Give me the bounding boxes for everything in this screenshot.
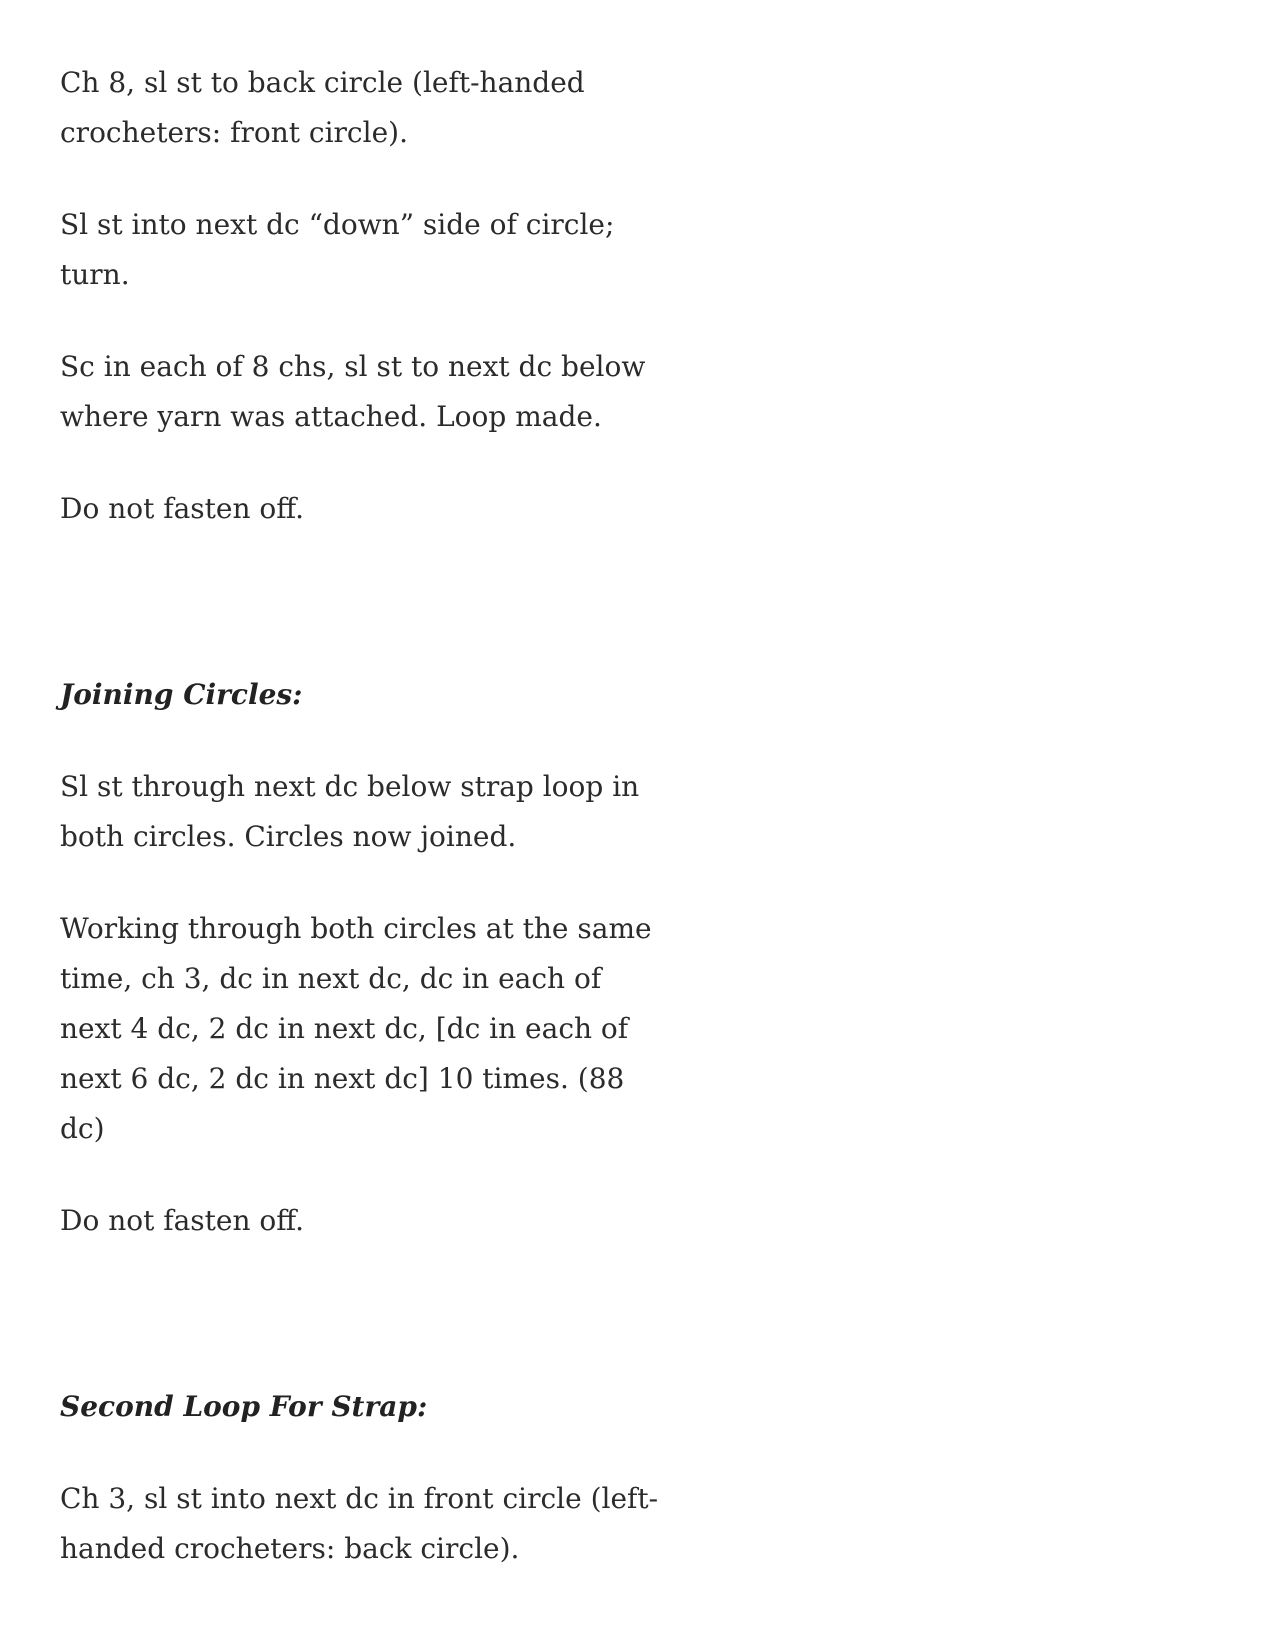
instruction-paragraph: Do not fasten off. bbox=[60, 492, 305, 525]
instruction-paragraph: Ch 3, sl st into next dc in front circle (left-handed crocheters: back circle). bbox=[60, 1482, 659, 1565]
instruction-paragraph: Sc in each of 8 chs, sl st to next dc below where yarn was attached. Loop made. bbox=[60, 350, 646, 433]
section-heading-joining-circles: Joining Circles: bbox=[60, 678, 303, 711]
section-heading-second-loop: Second Loop For Strap: bbox=[60, 1390, 428, 1423]
instruction-paragraph: Sl st through next dc below strap loop in both circles. Circles now joined. bbox=[60, 770, 640, 853]
document-page bbox=[60, 58, 660, 1574]
instruction-paragraph: Ch 8, sl st to back circle (left-handed crocheters: front circle). bbox=[60, 66, 585, 149]
instruction-paragraph: Working through both circles at the same time, ch 3, dc in next dc, dc in each of next 4 dc, 2 dc in next dc, [dc in each of next 6 dc, 2 dc in next dc] 10 times. (88 dc) bbox=[60, 912, 652, 1145]
instruction-paragraph: Sl st into next dc “down” side of circle; turn. bbox=[60, 208, 615, 291]
instruction-paragraph: Do not fasten off. bbox=[60, 1204, 305, 1237]
